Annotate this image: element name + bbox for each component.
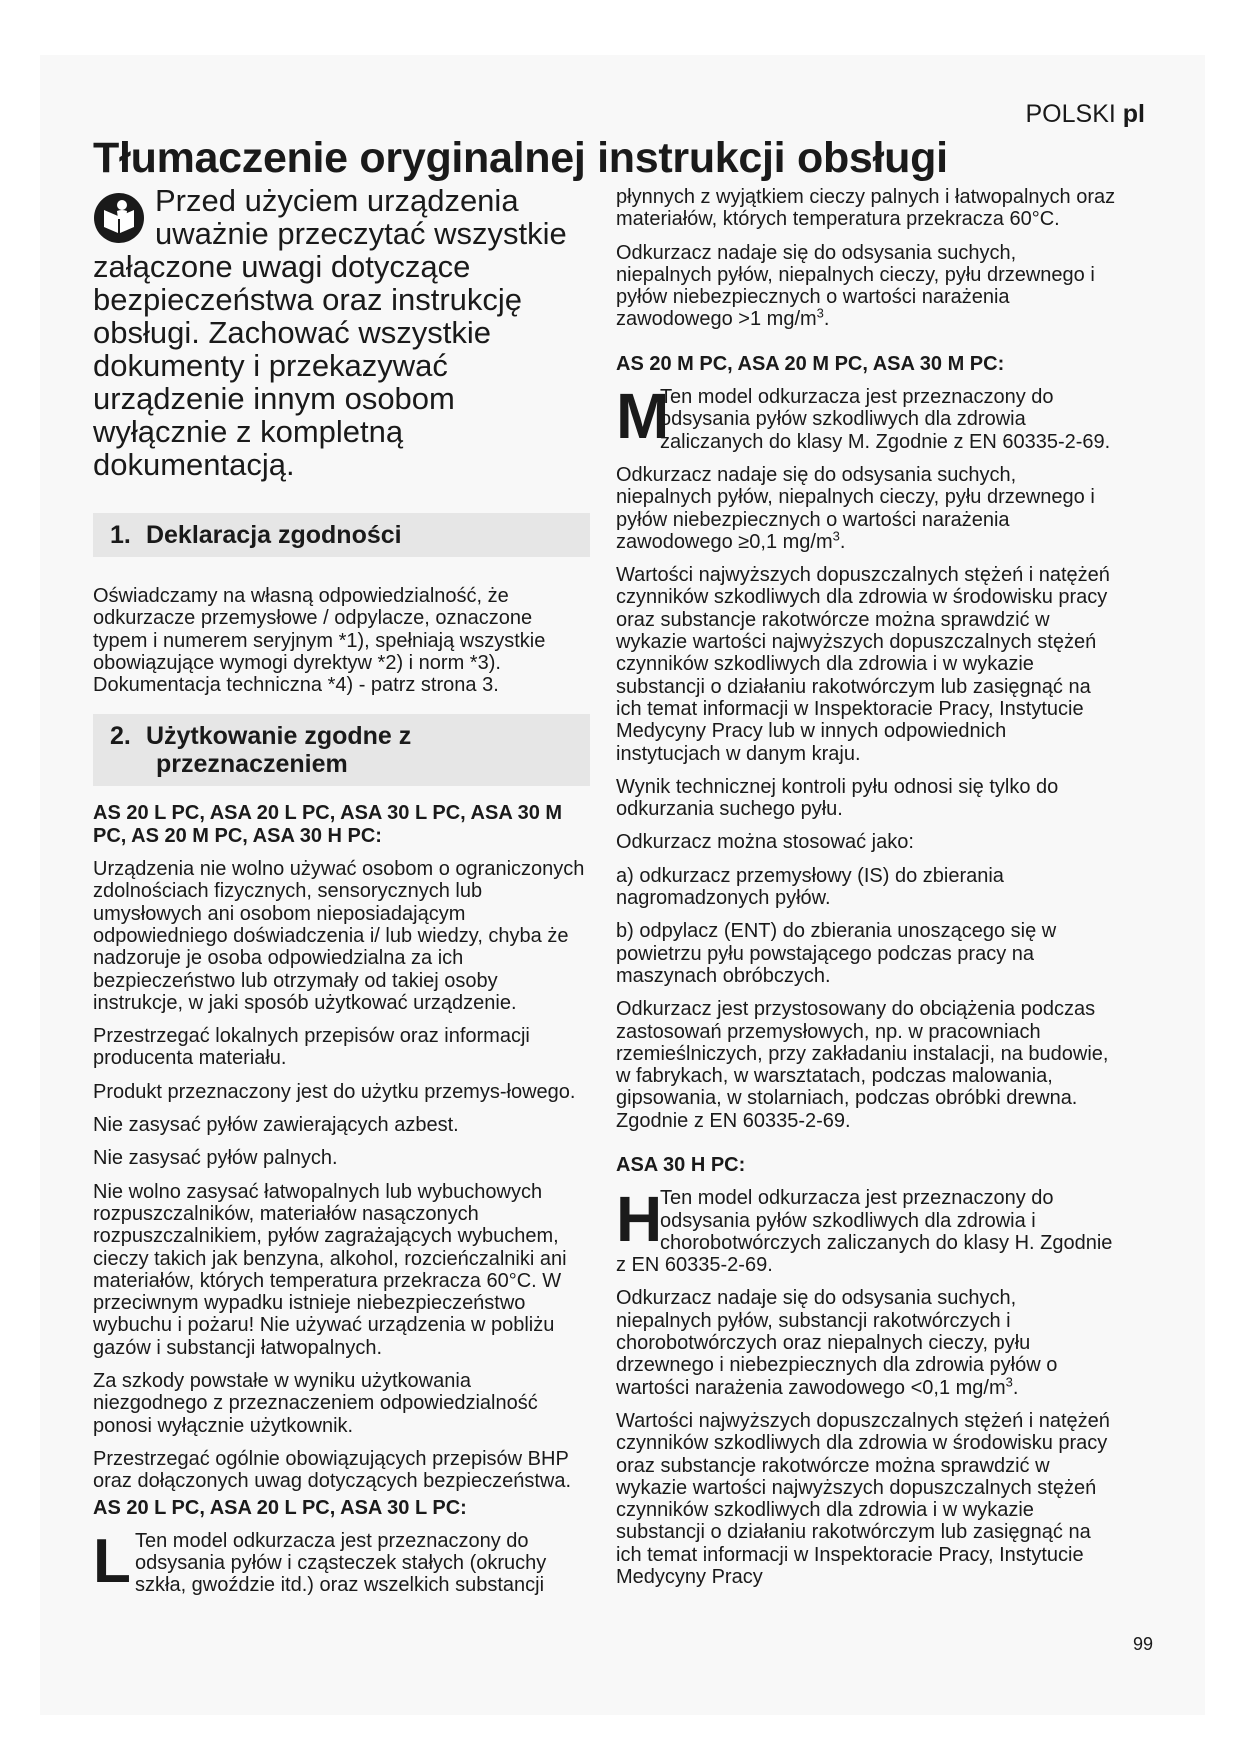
models-all-heading: AS 20 L PC, ASA 20 L PC, ASA 30 L PC, ASA 30 M PC, AS 20 M PC, ASA 30 H PC: [93, 802, 563, 847]
class-h-paragraph: H Ten model odkurzacza jest przeznaczony do odsysania pyłów szkodliwych dla zdrowia i chorobotwórczych zaliczanych do klasy H. Zgodnie z EN 60335-2-69. [616, 1183, 1113, 1277]
paragraph: Odkurzacz nadaje się do odsysania suchych, niepalnych pyłów, niepalnych cieczy, pyłu drzewnego i pyłów niebezpiecznych o wartości narażenia zawodowego ≥0,1 $mg/m^3$. [616, 463, 1095, 553]
paragraph: Produkt przeznaczony jest do użytku przemys-łowego. [93, 1080, 576, 1103]
declaration-text: Oświadczamy na własną odpowiedzialność, że odkurzacze przemysłowe / odpylacze, oznaczone typem i numerem seryjnym *1), spełniają wszystkie obowiązujące wymogi dyrektyw *2) i norm *3). Dokumentacja techniczna *4) - patrz strona 3. [93, 585, 546, 697]
paragraph: Wynik technicznej kontroli pyłu odnosi się tylko do odkurzania suchego pyłu. [616, 775, 1059, 821]
paragraph: płynnych z wyjątkiem cieczy palnych i łatwopalnych oraz materiałów, których temperatura przekracza 60°C. [616, 186, 1116, 231]
paragraph: Nie zasysać pyłów palnych. [93, 1147, 338, 1170]
paragraph: Nie zasysać pyłów zawierających azbest. [93, 1114, 459, 1137]
left-column [93, 184, 590, 1608]
right-column [616, 186, 1116, 1599]
class-l-paragraph: L Ten model odkurzacza jest przeznaczony do odsysania pyłów i cząsteczek stałych (okruchy szkła, gwoździe itd.) oraz wszelkich substancji [93, 1526, 547, 1597]
paragraph: Przestrzegać lokalnych przepisów oraz informacji producenta materiału. [93, 1025, 530, 1070]
class-m-icon: M [616, 380, 670, 453]
paragraph: Wartości najwyższych dopuszczalnych stężeń i natężeń czynników szkodliwych dla zdrowia w środowisku pracy oraz substancje rakotwórcze można sprawdzić w wykazie wartości najwyższych dopuszczalnych stężeń czynników szkodliwych dla zdrowia i w wykazie substancji o działaniu rakotwórczym lub zasięgnąć na ich temat informacji w Inspektoracie Pracy, Instytucie Medycyny Pracy lub w innych odpowiednich instytucjach w danym kraju. [616, 564, 1110, 765]
class-h-icon: H [616, 1183, 663, 1256]
models-h-heading: ASA 30 H PC: [616, 1153, 746, 1176]
paragraph: Przestrzegać ogólnie obowiązujących przepisów BHP oraz dołączonych uwag dotyczących bezpieczeństwa. [93, 1447, 572, 1493]
language-label: POLSKI pl [1025, 100, 1145, 128]
intro-warning: Przed użyciem urządzenia uważnie przeczytać wszystkie załączone uwagi dotyczące bezpieczeństwa oraz instrukcję obsługi. Zachować wszystkie dokumenty i przekazywać urządzenie innym osobom wyłącznie z kompletną dokumentacją. [93, 183, 567, 482]
paragraph: Urządzenia nie wolno używać osobom o ograniczonych zdolnościach fizycznych, sensorycznych lub umysłowych ani osobom nieposiadającym odpowiedniego doświadczenia i/ lub wiedzy, chyba że nadzoruje je osoba odpowiedzialna za ich bezpieczeństwo lub otrzymały od takiej osoby instrukcje, w jaki sposób użytkować urządzenie. [93, 858, 585, 1014]
paragraph: Odkurzacz nadaje się do odsysania suchych, niepalnych pyłów, substancji rakotwórczych i chorobotwórczych oraz niepalnych cieczy, pyłu drzewnego i niebezpiecznych dla zdrowia pyłów o wartości narażenia zawodowego <0,1 $mg/m^3$. [616, 1287, 1058, 1399]
paragraph: Odkurzacz można stosować jako: [616, 831, 914, 854]
read-manual-icon [93, 192, 145, 244]
models-l-heading: AS 20 L PC, ASA 20 L PC, ASA 30 L PC: [93, 1496, 467, 1519]
paragraph: Odkurzacz jest przystosowany do obciążenia podczas zastosowań przemysłowych, np. w pracowniach rzemieślniczych, przy zakładaniu instalacji, na budowie, w fabrykach, w warsztatach, podczas malowania, gipsowania, w stolarniach, podczas obróbki drewna. Zgodnie z EN 60335-2-69. [616, 998, 1109, 1132]
paragraph: Odkurzacz nadaje się do odsysania suchych, niepalnych pyłów, niepalnych cieczy, pyłu drzewnego i pyłów niebezpiecznych o wartości narażenia zawodowego >1 $mg/m^3$. [616, 241, 1095, 331]
class-l-icon: L [93, 1526, 131, 1596]
paragraph: Nie wolno zasysać łatwopalnych lub wybuchowych rozpuszczalników, materiałów nasączonych rozpuszczalnikiem, pyłów zagrażających wybuchem, cieczy takich jak benzyna, alkohol, rozcieńczalniki ani materiałów, których temperatura przekracza 60°C. W przeciwnym wypadku istnieje niebezpieczeństwo wybuchu i pożaru! Nie używać urządzenia w pobliżu gazów i substancji łatwopalnych. [93, 1180, 567, 1359]
page-number: 99 [1133, 1634, 1154, 1654]
paragraph: a) odkurzacz przemysłowy (IS) do zbierania nagromadzonych pyłów. [616, 864, 1004, 910]
class-m-paragraph: M Ten model odkurzacza jest przeznaczony do odsysania pyłów szkodliwych dla zdrowia zaliczanych do klasy M. Zgodnie z EN 60335-2-69. [616, 380, 1111, 453]
paragraph: Za szkody powstałe w wyniku użytkowania niezgodnego z przeznaczeniem odpowiedzialność ponosi wyłącznie użytkownik. [93, 1370, 538, 1437]
paragraph: b) odpylacz (ENT) do zbierania unoszącego się w powietrzu pyłu powstającego podczas pracy na maszynach obróbczych. [616, 920, 1057, 987]
paragraph: Wartości najwyższych dopuszczalnych stężeń i natężeń czynników szkodliwych dla zdrowia w środowisku pracy oraz substancje rakotwórcze można sprawdzić w wykazie wartości najwyższych dopuszczalnych stężeń czynników szkodliwych dla zdrowia i w wykazie substancji o działaniu rakotwórczym lub zasięgnąć na ich temat informacji w Inspektoracie Pracy, Instytucie Medycyny Pracy [616, 1409, 1110, 1589]
page-title: Tłumaczenie oryginalnej instrukcji obsługi [93, 134, 948, 182]
models-m-heading: AS 20 M PC, ASA 20 M PC, ASA 30 M PC: [616, 352, 1005, 375]
section-2-heading: 2. Użytkowanie zgodne z przeznaczeniem [93, 714, 590, 786]
section-1-heading: 1. Deklaracja zgodności [93, 513, 590, 557]
